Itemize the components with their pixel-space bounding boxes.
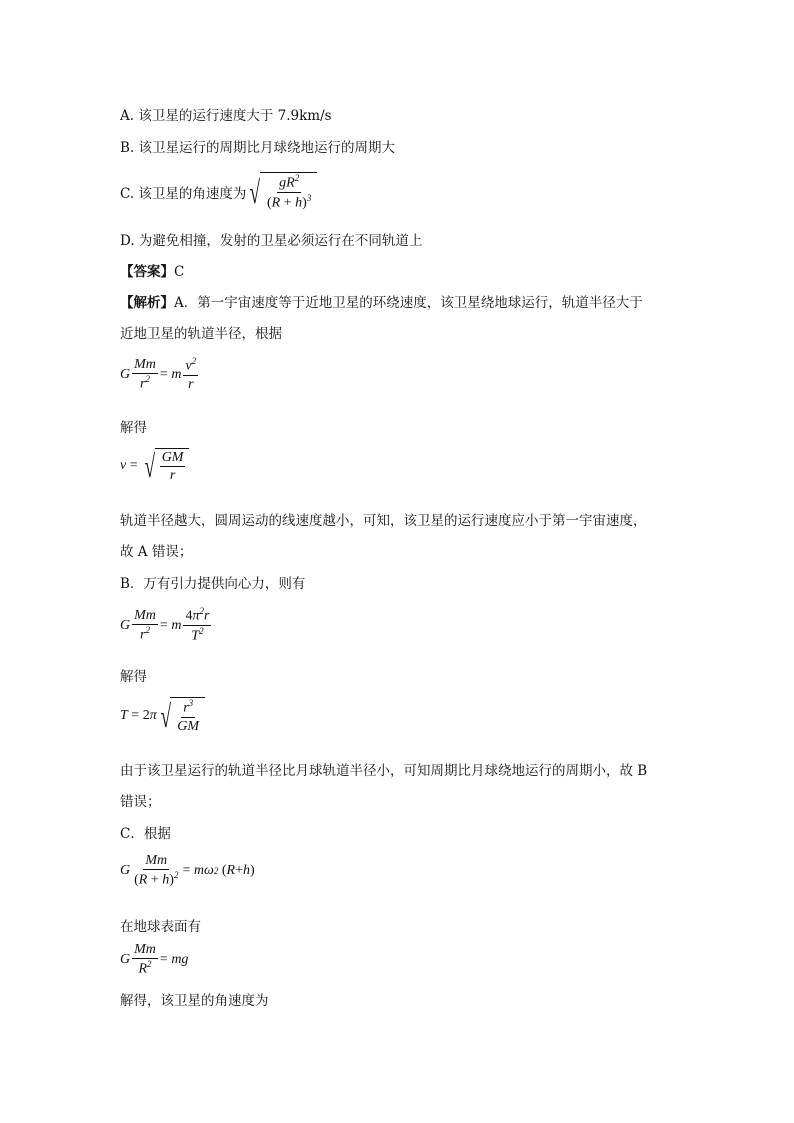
option-a: A. 该卫星的运行速度大于 7.9km/s xyxy=(120,108,332,124)
formula-gravity-period: G $\frac{Mm}{r^2}$ = m $\frac{4\pi^2r}{T^2}$ xyxy=(120,606,210,644)
analysis-label: 【解析】 xyxy=(120,295,174,311)
formula-velocity: v = √ $\frac{GM}{r}$ xyxy=(120,448,189,484)
option-b: B. 该卫星运行的周期比月球绕地运行的周期大 xyxy=(120,140,396,156)
analysis-a-conclusion2: 故 A 错误； xyxy=(120,544,193,560)
formula-gravity-angular: G $\frac{Mm}{(R + h)^2}$ = mω 2 ( R + h ) xyxy=(120,853,255,889)
analysis-a-line1: 【解析】A．第一宇宙速度等于近地卫星的环绕速度，该卫星绕地球运行，轨道半径大于 xyxy=(120,295,643,311)
option-d: D. 为避免相撞，发射的卫星必须运行在不同轨道上 xyxy=(120,233,423,249)
formula-period: T = 2 π √ $\frac{r^3}{GM}$ xyxy=(120,697,205,734)
answer-value: C xyxy=(174,264,185,280)
analysis-b-intro: B．万有引力提供向心力，则有 xyxy=(120,576,306,592)
option-c-formula: √ $\frac{gR^2}{(R + h)^3}$ xyxy=(246,172,317,211)
analysis-b-conclusion2: 错误； xyxy=(120,794,161,810)
analysis-a-conclusion1: 轨道半径越大，圆周运动的线速度越小，可知，该卫星的运行速度应小于第一宇宙速度， xyxy=(120,513,647,529)
formula-surface-gravity: G $\frac{Mm}{R^2}$ = mg xyxy=(120,942,189,978)
answer-line xyxy=(120,260,184,280)
solve-label-1: 解得 xyxy=(120,420,147,436)
analysis-c-solve: 解得，该卫星的角速度为 xyxy=(120,993,269,1009)
option-c-label: C. 该卫星的角速度为 xyxy=(120,185,247,202)
option-c xyxy=(120,172,317,211)
analysis-a-line2: 近地卫星的轨道半径，根据 xyxy=(120,326,282,342)
analysis-c-intro: C．根据 xyxy=(120,826,171,842)
solve-label-2: 解得 xyxy=(120,669,147,685)
formula-gravity-velocity: G $\frac{Mm}{r^2}$ = m $\frac{v^2}{r}$ xyxy=(120,356,197,393)
answer-label: 【答案】 xyxy=(120,264,174,280)
analysis-b-conclusion1: 由于该卫星运行的轨道半径比月球轨道半径小，可知周期比月球绕地运行的周期小，故 B xyxy=(120,763,648,779)
analysis-c-surface: 在地球表面有 xyxy=(120,919,201,935)
